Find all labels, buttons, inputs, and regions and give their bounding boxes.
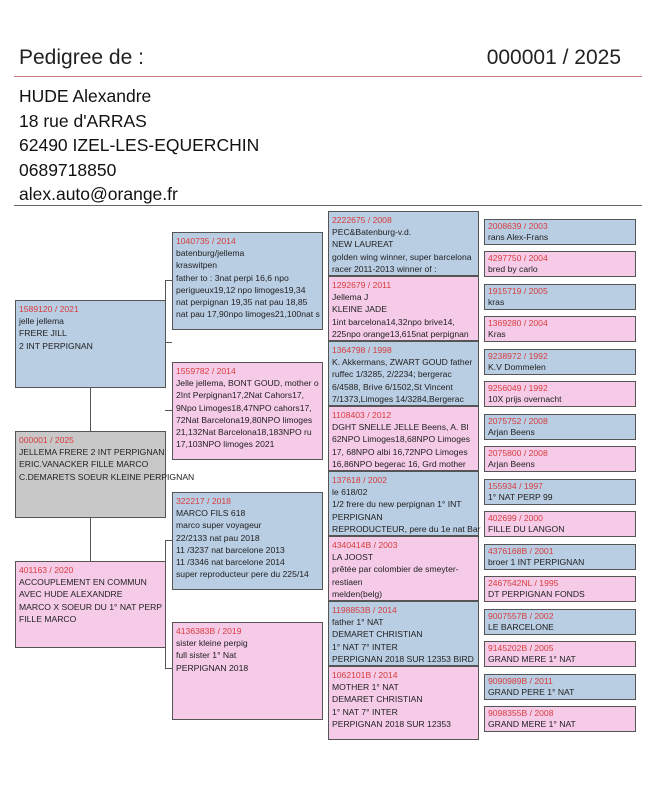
ring-number: 401163 / 2020 [19, 565, 74, 575]
gg-grandparent-card[interactable] [484, 674, 636, 700]
card-line: 11 /3346 nat barcelone 2014 [176, 557, 285, 568]
card-line: 17,103NPO limoges 2021 [176, 439, 275, 450]
card-line: bred by carlo [488, 264, 538, 274]
ring-number: 9145202B / 2005 [488, 643, 554, 653]
grandparent-card[interactable] [172, 362, 323, 460]
great-grandparent-card[interactable] [328, 536, 479, 601]
card-line: K. Akkermans, ZWART GOUD father [332, 357, 473, 368]
card-line: melden(belg) [332, 588, 383, 599]
card-line: nat perpignan 19,35 nat pau 18,85 [176, 297, 308, 308]
card-line: JELLEMA FRERE 2 INT PERPIGNAN [19, 447, 165, 458]
connector-line [165, 410, 172, 411]
card-line: father 1° NAT [332, 617, 384, 628]
ring-number: 2075800 / 2008 [488, 448, 548, 458]
ring-number: 1040735 / 2014 [176, 236, 236, 246]
card-line: PEC&Batenburg-v.d. [332, 227, 412, 238]
connector-line [165, 280, 172, 281]
card-line: 2Int Perpignan17,2Nat Cahors17, [176, 390, 305, 401]
connector-line [165, 342, 172, 343]
card-line: 1int barcelona14,32npo brive14, [332, 316, 455, 327]
card-line: FILLE MARCO [19, 613, 77, 624]
owner-divider [14, 205, 642, 206]
ring-number: 9238972 / 1992 [488, 351, 548, 361]
gg-grandparent-card[interactable] [484, 641, 636, 667]
card-line: marco super voyageur [176, 520, 262, 531]
card-line: jelle jellema [19, 316, 64, 327]
pedigree-number: 000001 / 2025 [486, 46, 621, 69]
ring-number: 4340414B / 2003 [332, 540, 398, 550]
gg-grandparent-card[interactable] [484, 446, 636, 472]
card-line: FILLE DU LANGON [488, 524, 565, 534]
owner-info [19, 84, 259, 207]
ring-number: 1915719 / 2005 [488, 286, 548, 296]
card-line: LE BARCELONE [488, 622, 554, 632]
card-line: DT PERPIGNAN FONDS [488, 589, 585, 599]
gg-grandparent-card[interactable] [484, 284, 636, 310]
card-line: super reproducteur pere du 225/14 [176, 569, 309, 580]
ring-number: 1364798 / 1998 [332, 345, 392, 355]
header-divider [14, 76, 642, 77]
card-line: 62NPO Limoges18,68NPO Limoges [332, 434, 471, 445]
ring-number: 1198853B / 2014 [332, 605, 397, 615]
card-line: ERIC.VANACKER FILLE MARCO [19, 459, 149, 470]
card-line: golden wing winner, super barcelona [332, 251, 472, 262]
ring-number: 9256049 / 1992 [488, 383, 548, 393]
card-line: AVEC HUDE ALEXANDRE [19, 589, 123, 600]
card-line: 9Npo Limoges18,47NPO cahors17, [176, 402, 312, 413]
gg-grandparent-card[interactable] [484, 251, 636, 277]
card-line: KLEINE JADE [332, 304, 387, 315]
page-title: Pedigree de : [19, 46, 144, 69]
ring-number: 000001 / 2025 [19, 435, 74, 445]
gg-grandparent-card[interactable] [484, 316, 636, 342]
card-line: DEMARET CHRISTIAN [332, 629, 423, 640]
grandparent-card[interactable] [172, 492, 323, 590]
card-line: restiaen [332, 576, 363, 587]
ring-number: 1589120 / 2021 [19, 304, 79, 314]
card-line: K.V Dommelen [488, 362, 546, 372]
ring-number: 1369280 / 2004 [488, 318, 548, 328]
card-line: GRAND MERE 1° NAT [488, 719, 576, 729]
card-line: LA JOOST [332, 552, 374, 563]
card-line: Arjan Beens [488, 459, 535, 469]
great-grandparent-card[interactable] [328, 601, 479, 666]
ring-number: 1292679 / 2011 [332, 280, 392, 290]
card-line: PERPIGNAN 2018 SUR 12353 BIRD [332, 653, 474, 664]
card-line: 7/1373,Limoges 14/3284,Bergerac [332, 393, 464, 404]
ring-number: 402699 / 2000 [488, 513, 543, 523]
card-line: Jellema J [332, 292, 369, 303]
card-line: 17, 68NPO albi 16,72NPO Limoges [332, 446, 468, 457]
ring-number: 2467542NL / 1995 [488, 578, 559, 588]
ring-number: 322217 / 2018 [176, 496, 231, 506]
ring-number: 2008639 / 2003 [488, 221, 548, 231]
ring-number: 137618 / 2002 [332, 475, 387, 485]
card-line: 16,86NPO begerac 16, Grd mother [332, 458, 466, 469]
gg-grandparent-card[interactable] [484, 544, 636, 570]
card-line: FRERE JILL [19, 328, 67, 339]
gg-grandparent-card[interactable] [484, 219, 636, 245]
card-line: PERPIGNAN 2018 [176, 662, 249, 673]
ring-number: 2075752 / 2008 [488, 416, 548, 426]
ring-number: 9007557B / 2002 [488, 611, 554, 621]
card-line: 6/4588, Brive 6/1502,St Vincent [332, 381, 453, 392]
card-line: sister kleine perpig [176, 638, 248, 649]
owner-name: HUDE Alexandre [19, 86, 152, 106]
card-line: GRAND PERE 1° NAT [488, 687, 575, 697]
card-line: DGHT SNELLE JELLE Beens, A. Bl [332, 422, 469, 433]
subject-card[interactable] [15, 431, 195, 518]
gg-grandparent-card[interactable] [484, 511, 636, 537]
card-line: 225npo orange13,615nat perpignan [332, 328, 469, 339]
card-line: perigueux19,12 npo limoges19,34 [176, 284, 306, 295]
ring-number: 1108403 / 2012 [332, 410, 392, 420]
ring-number: 2222675 / 2008 [332, 215, 392, 225]
ring-number: 9098355B / 2008 [488, 708, 554, 718]
card-line: ACCOUPLEMENT EN COMMUN [19, 577, 147, 588]
card-line: Arjan Beens [488, 427, 535, 437]
card-line: 1° NAT PERP 99 [488, 492, 553, 502]
card-line: kras [488, 297, 505, 307]
card-line: 21,132Nat Barcelona18,183NPO ru [176, 427, 312, 438]
card-line: le 618/02 [332, 487, 368, 498]
card-line: nat pau 17,90npo limoges21,100nat s [176, 309, 320, 320]
great-grandparent-card[interactable] [328, 276, 479, 341]
ring-number: 155934 / 1997 [488, 481, 543, 491]
ring-number: 1559782 / 2014 [176, 366, 236, 376]
card-line: MARCO FILS 618 [176, 508, 246, 519]
card-line: rans Alex-Frans [488, 232, 549, 242]
gg-grandparent-card[interactable] [484, 414, 636, 440]
mother-card[interactable] [15, 561, 166, 648]
card-line: PERPIGNAN [332, 511, 383, 522]
gg-grandparent-card[interactable] [484, 576, 636, 602]
owner-email[interactable]: alex.auto@orange.fr [19, 184, 178, 204]
father-card[interactable] [15, 300, 166, 388]
great-grandparent-card[interactable] [328, 406, 479, 471]
great-grandparent-card[interactable] [328, 211, 479, 276]
card-line: 22/2133 nat pau 2018 [176, 532, 260, 543]
owner-street: 18 rue d'ARRAS [19, 110, 147, 131]
connector-line [165, 540, 172, 541]
card-line: father to : 3nat perpi 16,6 npo [176, 272, 289, 283]
gg-grandparent-card[interactable] [484, 479, 636, 505]
card-line: MOTHER 1° NAT [332, 682, 399, 693]
gg-grandparent-card[interactable] [484, 381, 636, 407]
card-line: 10X prijs overnacht [488, 394, 562, 404]
gg-grandparent-card[interactable] [484, 706, 636, 732]
card-line: kraswitpen [176, 260, 218, 271]
ring-number: 4136383B / 2019 [176, 626, 242, 636]
card-line: 11 /3237 nat barcelone 2013 [176, 544, 285, 555]
great-grandparent-card[interactable] [328, 666, 479, 740]
grandparent-card[interactable] [172, 232, 323, 330]
card-line: full sister 1° Nat [176, 650, 237, 661]
grandparent-card[interactable] [172, 622, 323, 720]
ring-number: 4297750 / 2004 [488, 253, 548, 263]
owner-city: 62490 IZEL-LES-EQUERCHIN [19, 135, 260, 155]
card-line: PERPIGNAN 2018 SUR 12353 [332, 718, 451, 729]
card-line: 2 INT PERPIGNAN [19, 340, 93, 351]
card-line: Jelle jellema, BONT GOUD, mother o [176, 378, 319, 389]
card-line: 1° NAT 7° INTER [332, 706, 398, 717]
connector-line [165, 668, 172, 669]
card-line: batenburg/jellema [176, 248, 245, 259]
card-line: C.DEMARETS SOEUR KLEINE PERPIGNAN [19, 471, 195, 482]
great-grandparent-card[interactable] [328, 341, 479, 406]
card-line: racer 2011-2013 winner of : [332, 263, 437, 274]
card-line: 72Nat Barcelona19,80NPO limoges [176, 414, 313, 425]
gg-grandparent-card[interactable] [484, 609, 636, 635]
ring-number: 4376168B / 2001 [488, 546, 554, 556]
card-line: 1° NAT 7° INTER [332, 641, 398, 652]
card-line: DEMARET CHRISTIAN [332, 694, 423, 705]
card-line: NEW LAUREAT [332, 239, 394, 250]
owner-phone: 0689718850 [19, 159, 117, 180]
ring-number: 9090989B / 2011 [488, 676, 553, 686]
connector-line [90, 388, 91, 431]
card-line: Kras [488, 329, 506, 339]
card-line: MARCO X SOEUR DU 1° NAT PERP [19, 601, 163, 612]
card-line: 1/2 frere du new perpignan 1° INT [332, 499, 462, 510]
card-line: ruffec 1/3285, 2/2234; bergerac [332, 369, 452, 380]
card-line: GRAND MERE 1° NAT [488, 654, 576, 664]
connector-line [90, 518, 91, 561]
ring-number: 1062101B / 2014 [332, 670, 398, 680]
gg-grandparent-card[interactable] [484, 349, 636, 375]
card-line: REPRODUCTEUR, pere du 1e nat Bar [332, 523, 481, 534]
card-line: broer 1 INT PERPIGNAN [488, 557, 585, 567]
great-grandparent-card[interactable] [328, 471, 479, 536]
card-line: prêtée par colombier de smeyter- [332, 564, 459, 575]
